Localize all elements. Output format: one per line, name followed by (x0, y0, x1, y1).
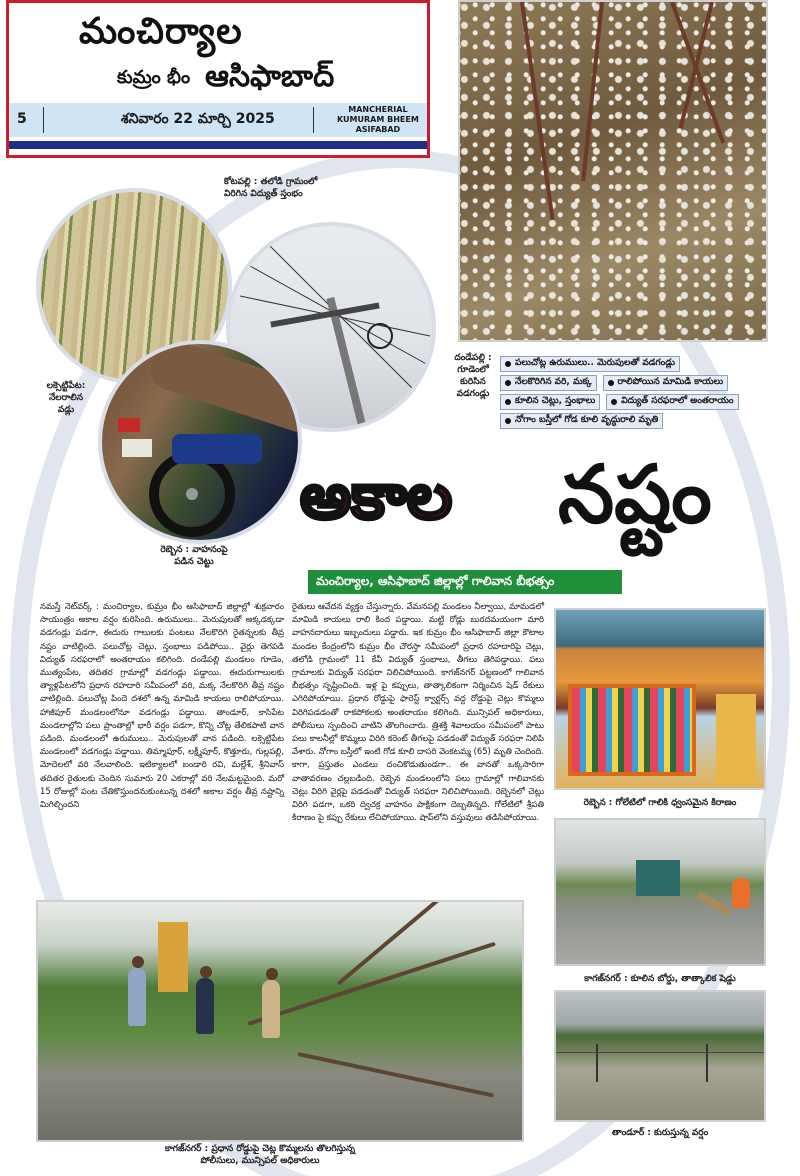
highlight-item (606, 394, 738, 410)
caption-line: లక్సెట్టిపేట: (46, 381, 86, 391)
person-head (266, 968, 278, 980)
bullet-icon (505, 399, 511, 405)
plant-stem (581, 2, 604, 181)
highlight-text: కూలిన చెట్లు, స్తంభాలు (515, 396, 596, 406)
damaged-bike-photo (98, 340, 302, 544)
highlight-item (500, 394, 600, 410)
edition-line: KUMURAM BHEEM (337, 115, 419, 124)
street-caption: కాగజ్‌నగర్ : కూలిన బోర్డు, తాత్కాలిక షెడ్డు (584, 974, 736, 984)
bullet-icon (608, 380, 614, 386)
fallen-tree-photo (36, 900, 524, 1142)
english-edition-name (337, 105, 419, 135)
fence-post (706, 1044, 708, 1082)
caption-line: కోటపల్లి : తలోడి గ్రామంలో (224, 177, 318, 187)
caption-line: రెబ్బెన : వాహనంపై (160, 545, 228, 555)
tree-branch (298, 1052, 494, 1097)
bullet-icon (505, 380, 511, 386)
caption-line: కాగజ్‌నగర్ : ప్రధాన రోడ్డుపై చెట్ల కొమ్మలను తొలగిస్తున్న (164, 1144, 356, 1154)
highlight-text: నోగాం బస్తీలో గోడ కూలి వృద్ధురాలి మృతి (515, 415, 659, 425)
bike-drawing (102, 344, 302, 544)
tree-caption (60, 1144, 460, 1168)
wall (716, 694, 756, 784)
masthead-subtitle: ఆసిఫాబాద్ (205, 59, 335, 94)
crop-caption (40, 380, 92, 416)
highlight-item (500, 413, 663, 429)
edition-line: MANCHERIAL (348, 105, 408, 114)
bike-caption (134, 544, 254, 568)
person (262, 980, 280, 1038)
shop-caption: రెబ్బెన : గోలేటిలో గాలికి ధ్వంసమైన కిరాణం (583, 798, 737, 808)
headline-part-1: అకాల (300, 460, 453, 534)
caption-line: నేలరాలిన (48, 393, 84, 403)
caption-line: దండేపల్లి : (454, 353, 492, 363)
article-column-2: రైతులు ఆవేదన వ్యక్తం చేస్తున్నారు. వేమనపల్లి మండలం నీల్వాయి, మామడలో మామిడి కాయలు రాలి కింద పడ్డాయి. మట్టి రోడ్లు బురదమయంగా మారి వాహనదారులు ఇబ్బందులు పడ్డారు. ఇక కుమ్రం భీం ఆసిఫాబాద్ జిల్లా కౌటాల మండల కేంద్రంలోని కుమ్రం భీం చౌరస్తా సమీపంలో ప్రధాన రహదారిపై చెట్లు, తలోడి గ్రామంలో 11 కేవీ విద్యుత్ స్తంభాలు, తీగలు తెగిపడ్డాయి. పలు గ్రామాలకు విద్యుత్ సరఫరా నిలిచిపోయింది. కాగజ్‌నగర్ పట్టణంలో గాలివాన బీభత్సం సృష్టించింది. ఇళ్ల పై కప్పులు, తాత్కాలికంగా నిర్మించిన షెడ్ రేకులు ఎగిరిపోయాయి. ప్రధాన రోడ్డుపై ఫారెస్ట్ క్వార్టర్స్ వద్ద రోడ్డుపై చెట్లు కొమ్మలు విరిగిపడడంతో రాకపోకలకు అంతరాయం కలిగింది. మున్సిపల్ అధికారులు, పోలీసులు స్పందించి వాటిని తొలగించారు. త్రిశక్తి శివాలయం సమీపంలో పాటు పలు కాలనీల్లో కొమ్మలు విరిగి కరెంట్ తీగలపై పడడంతో విద్యుత్ సరఫరా నిలిపి వేశారు. నోగాం బస్తీలో ఇంటి గోడ కూలి దాసరి వెంకటమ్మ (65) మృతి చెందింది. కాగా, ప్రస్తుతం ఎండలు దంచికొడుతుండగా.. ఈ వానతో ఒక్కసారిగా వాతావరణం చల్లబడింది. రెబ్బెన మండలంలోని పలు గ్రామాల్లో గాలివానకు చెట్లు విరిగి వైర్లపై పడడంతో విద్యుత్ సరఫరా నిలిచిపోయింది. రెబ్బెనలో చెట్లు విరిగి పడగా, ఒకరి ద్విచక్ర వాహనం పాక్షికంగా దెబ్బతిన్నది. గోలేటిలో శ్రీపతి కిరాణం పై కప్పు రేకులు లేచిపోయాయి. షాప్‌లోని వస్తువులు తడిసిపోయాయి. (292, 601, 544, 823)
caption-line: గూడెంలో (457, 365, 489, 375)
caption-line: వడ్లు (57, 405, 75, 415)
highlight-text: పలుచోట్ల ఉరుములు.. మెరుపులతో వడగండ్లు (515, 358, 675, 368)
highlights-box (500, 356, 780, 432)
caption-line: వడగండ్లు (456, 389, 490, 399)
plant-stem (670, 1, 725, 143)
page-number: 5 (17, 111, 27, 127)
highlight-item (500, 375, 597, 391)
caption-line: విరిగిన విద్యుత్ స్తంభం (224, 189, 303, 199)
field-caption: తాండూర్ : కురుస్తున్న వర్షం (611, 1128, 709, 1138)
fence-post (596, 1044, 598, 1082)
street-photo (554, 818, 766, 966)
separator (313, 107, 314, 133)
vehicle (636, 860, 680, 896)
caption-line: కురిసిన (460, 377, 486, 387)
bullet-icon (505, 361, 511, 367)
highlight-text: విద్యుత్ సరఫరాలో అంతరాయం (621, 396, 734, 406)
caption-line: పడిన చెట్టు (174, 557, 214, 567)
hail-photo (458, 0, 768, 342)
masthead (6, 0, 430, 158)
headline-part-2: నష్టం (558, 448, 712, 541)
masthead-title: మంచిర్యాల (79, 11, 243, 52)
edition-line: ASIFABAD (355, 125, 401, 134)
highlight-text: రాలిపోయిన మామిడి కాయలు (617, 377, 724, 387)
excavator (158, 922, 188, 992)
hail-caption (450, 352, 496, 400)
bullet-icon (611, 399, 617, 405)
separator (43, 107, 44, 133)
masthead-sub-prefix: కుమ్రం భీం (117, 67, 191, 88)
person (196, 978, 214, 1034)
pole-caption (224, 176, 364, 200)
fence-wire (556, 1052, 766, 1053)
headline (300, 438, 770, 568)
kicker: మంచిర్యాల, ఆసిఫాబాద్ జిల్లాల్లో గాలివాన బీభత్సం (308, 570, 622, 594)
person-head (200, 966, 212, 978)
person (128, 968, 146, 1026)
person (732, 878, 750, 908)
plant-stem (520, 2, 555, 220)
shop-photo (554, 608, 766, 790)
masthead-underline (9, 141, 427, 149)
article-column-1: నమస్తే నెట్‌వర్క్ : మంచిర్యాల, కుమ్రం భీం ఆసిఫాబాద్ జిల్లాల్లో శుక్రవారం సాయంత్రం అకాల వర్షం కురిసింది. ఉరుములు.. మెరుపులతో అక్కడక్కడా వడగండ్లు పడగా, ఈదురు గాలులకు పంటలు నేలకొరిగి రైతన్నలకు తీవ్ర నష్టం వాటిల్లింది. పలుచోట్ల చెట్లు, స్తంభాలు పడిపోయి.. వైర్లు తెగపడి విద్యుత్ సరఫరాలో అంతరాయం కలిగింది. దండేపల్లి మండలం గూడెం, ముత్యంపేట, తదితర గ్రామాల్లో వడగండ్లు పడ్డాయి. ఈదురుగాలులకు త్యాళ్లపేటలోని ప్రధాన రహదారి సమీపంలో వరి, మక్క నేలకొరిగి తీవ్ర నష్టం వాటిల్లింది. పలుచోట్ల పిందె దశలో ఉన్న మామిడి కాయలు రాలిపోయాయి. హాజీపూర్ మండలంలోనూ వడగండ్లు పడ్డాయి. తాండూర్, కాసిపేట మండలాల్లోని పలు ప్రాంతాల్లో భారీ వర్షం పడగా, కొన్ని చోట్ల తేలికపాటి వాన పడింది. మండలంలో ఉరుములు.. మెరుపులతో వాన పడింది. లక్సెట్టిపేట మండలంలో వడగండ్లు పడ్డాయి. తిమ్మాపూర్, లక్ష్మీపూర్, కొత్తూరు, గుల్లపల్లి, మోదెలలో వరి నేలవాలింది. ఇటిక్యాలలో బండారి రవి, మల్లేశ్, శ్రీనివాస్ తదితర రైతులకు చెందిన సుమారు 20 ఎకరాల్లో వరి నేలమట్టమైంది. మరో 15 రోజుల్లో పంట చేతికొస్తుందనుకుంటున్న దశలో అకాల వర్షం తీవ్ర నష్టాన్ని మిగిల్చిందని (40, 601, 284, 810)
highlight-item (500, 356, 680, 372)
highlight-item (603, 375, 729, 391)
rain-field-photo (554, 990, 766, 1122)
fallen-board (696, 892, 731, 917)
caption-line: పోలీసులు, మున్సిపల్ అధికారులు (200, 1156, 320, 1166)
person-head (132, 956, 144, 968)
highlight-text: నేలకొరిగిన వరి, మక్క (515, 377, 592, 387)
shop-window (568, 684, 696, 776)
bullet-icon (505, 418, 511, 424)
edition-date: శనివారం 22 మార్చి 2025 (121, 111, 275, 127)
